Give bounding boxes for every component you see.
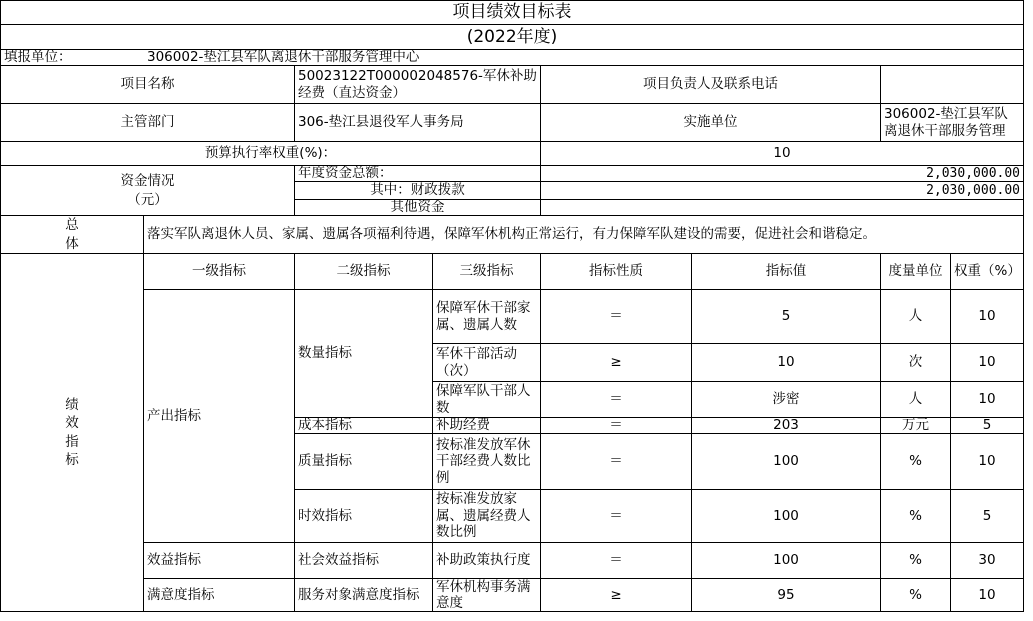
- row-nature: ＝: [541, 543, 692, 579]
- level2-cost: 成本指标: [295, 418, 433, 434]
- header-nature: 指标性质: [541, 254, 692, 290]
- dept-value: 306-垫江县退役军人事务局: [295, 104, 541, 142]
- level1-output: 产出指标: [144, 290, 295, 543]
- level1-satisfaction: 满意度指标: [144, 579, 295, 612]
- row-weight: 10: [951, 290, 1024, 344]
- row-value: 203: [692, 418, 881, 434]
- row-weight: 10: [951, 382, 1024, 418]
- other-funds-value: [541, 200, 1024, 216]
- side-label-char: 效: [65, 415, 79, 432]
- row-unit: 人: [881, 382, 951, 418]
- row-value: 95: [692, 579, 881, 612]
- goal-label-char: 体: [65, 235, 79, 252]
- row-value: 100: [692, 543, 881, 579]
- level1-benefit: 效益指标: [144, 543, 295, 579]
- level2-quality: 质量指标: [295, 434, 433, 490]
- fiscal-value: 2,030,000.00: [541, 182, 1024, 200]
- header-level2: 二级指标: [295, 254, 433, 290]
- row-l3: 军休干部活动（次）: [433, 344, 541, 382]
- row-weight: 10: [951, 434, 1024, 490]
- budget-rate-value: 10: [541, 142, 1024, 166]
- row-unit: %: [881, 490, 951, 543]
- project-name-label: 项目名称: [1, 66, 295, 104]
- goal-label-char: 总: [65, 217, 79, 234]
- row-l3: 军休机构事务满意度: [433, 579, 541, 612]
- side-label-char: 指: [65, 433, 79, 450]
- row-l3: 按标准发放军休干部经费人数比例: [433, 434, 541, 490]
- header-level3: 三级指标: [433, 254, 541, 290]
- row-weight: 5: [951, 418, 1024, 434]
- level2-social-benefit: 社会效益指标: [295, 543, 433, 579]
- reporting-unit-value: 306002-垫江县军队离退休干部服务管理中心: [144, 50, 1024, 66]
- table-year: (2022年度): [1, 25, 1024, 50]
- level2-service-satisfaction: 服务对象满意度指标: [295, 579, 433, 612]
- goal-label: [1, 216, 144, 254]
- row-nature: ≥: [541, 344, 692, 382]
- funds-label-line1: 资金情况: [120, 173, 175, 190]
- other-funds-label: 其他资金: [295, 200, 541, 216]
- row-l3: 按标准发放家属、遗属经费人数比例: [433, 490, 541, 543]
- row-weight: 10: [951, 344, 1024, 382]
- dept-label: 主管部门: [1, 104, 295, 142]
- row-weight: 30: [951, 543, 1024, 579]
- row-unit: 万元: [881, 418, 951, 434]
- row-l3: 补助经费: [433, 418, 541, 434]
- contact-label: 项目负责人及联系电话: [541, 66, 881, 104]
- annual-total-value: 2,030,000.00: [541, 166, 1024, 182]
- reporting-unit-label: 填报单位：: [1, 50, 144, 66]
- row-nature: ＝: [541, 490, 692, 543]
- row-nature: ＝: [541, 418, 692, 434]
- row-unit: %: [881, 434, 951, 490]
- row-unit: 人: [881, 290, 951, 344]
- row-unit: %: [881, 543, 951, 579]
- row-value: 5: [692, 290, 881, 344]
- row-weight: 5: [951, 490, 1024, 543]
- row-nature: ＝: [541, 382, 692, 418]
- annual-total-label: 年度资金总额：: [295, 166, 541, 182]
- row-value: 10: [692, 344, 881, 382]
- row-nature: ＝: [541, 434, 692, 490]
- header-unit: 度量单位: [881, 254, 951, 290]
- contact-value: [881, 66, 1024, 104]
- budget-rate-label: 预算执行率权重(%)：: [1, 142, 541, 166]
- header-level1: 一级指标: [144, 254, 295, 290]
- row-value: 涉密: [692, 382, 881, 418]
- project-name-value: 50023122T000002048576-军休补助经费（直达资金）: [295, 66, 541, 104]
- row-unit: 次: [881, 344, 951, 382]
- side-label-char: 标: [65, 451, 79, 468]
- impl-unit-value: 306002-垫江县军队离退休干部服务管理: [881, 104, 1024, 142]
- funds-label-line2: （元）: [127, 191, 168, 208]
- row-l3: 保障军队干部人数: [433, 382, 541, 418]
- level2-timeliness: 时效指标: [295, 490, 433, 543]
- row-l3: 补助政策执行度: [433, 543, 541, 579]
- row-nature: ≥: [541, 579, 692, 612]
- row-nature: ＝: [541, 290, 692, 344]
- performance-side-label: [1, 254, 144, 612]
- header-value: 指标值: [692, 254, 881, 290]
- level2-quantity: 数量指标: [295, 290, 433, 418]
- table-title: 项目绩效目标表: [1, 1, 1024, 25]
- side-label-char: 绩: [65, 397, 79, 414]
- row-l3: 保障军休干部家属、遗属人数: [433, 290, 541, 344]
- funds-label: [1, 166, 295, 216]
- row-unit: %: [881, 579, 951, 612]
- row-value: 100: [692, 490, 881, 543]
- row-weight: 10: [951, 579, 1024, 612]
- goal-text: 落实军队离退休人员、家属、遗属各项福利待遇，保障军休机构正常运行，有力保障军队建设的需要，促进社会和谐稳定。: [144, 216, 1024, 254]
- row-value: 100: [692, 434, 881, 490]
- impl-unit-label: 实施单位: [541, 104, 881, 142]
- header-weight: 权重（%）: [951, 254, 1024, 290]
- fiscal-label: 其中：财政拨款: [295, 182, 541, 200]
